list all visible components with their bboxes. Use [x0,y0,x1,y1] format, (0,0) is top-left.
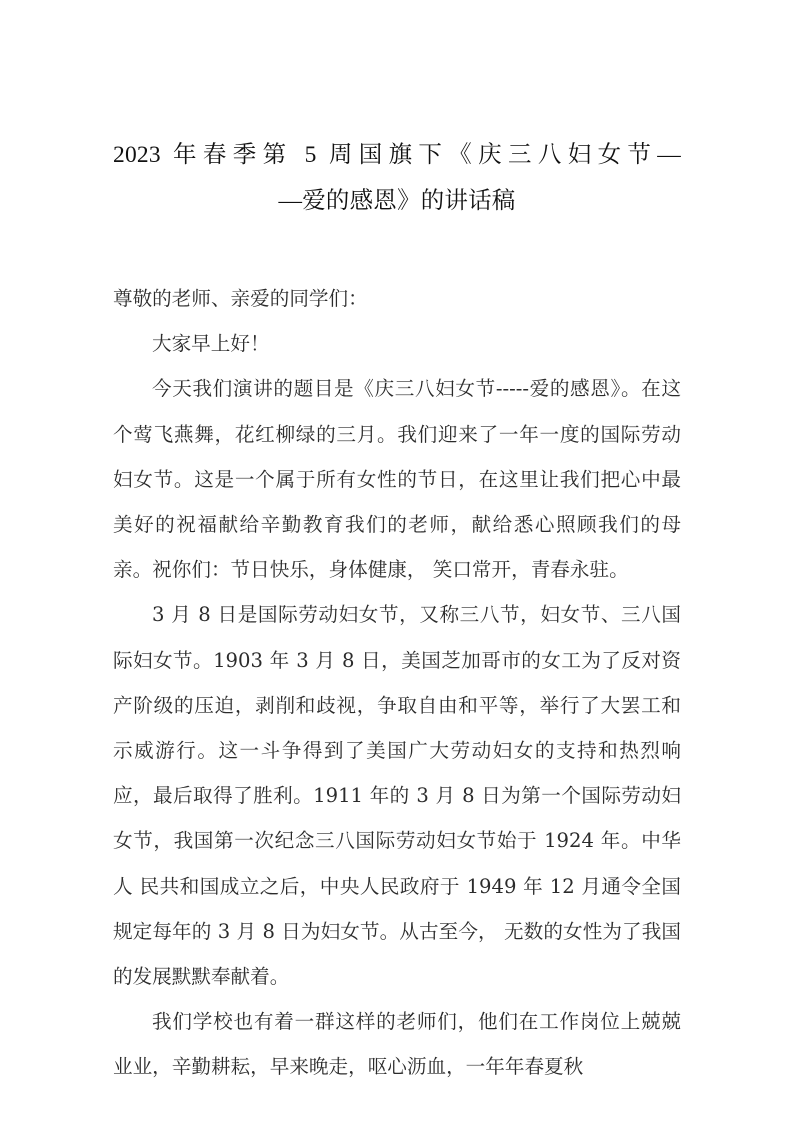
paragraph-intro: 今天我们演讲的题目是《庆三八妇女节-----爱的感恩》。在这个莺飞燕舞，花红柳绿的三月。我们迎来了一年一度的国际劳动妇女节。这是一个属于所有女性的节日，在这里让我们把心中最美好的祝福献给辛勤教育我们的老师，献给悉心照顾我们的母亲。祝你们：节日快乐，身体健康， 笑口常开，青春永驻。 [113,377,681,582]
paragraph-history: 3 月 8 日是国际劳动妇女节，又称三八节，妇女节、三八国际妇女节。1903 年 3 月 8 日，美国芝加哥市的女工为了反对资产阶级的压迫，剥削和歧视，争取自由和平等，举行了大罢工和示威游行。这一斗争得到了美国广大劳动妇女的支持和热烈响应，最后取得了胜利。1911 年的 3 月 8 日为第一个国际劳动妇女节，我国第一次纪念三八国际劳动妇女节始于 1924 年。中华人 民共和国成立之后，中央人民政府于 1949 年 12 月通令全国规定每年的 3 月 8 日为妇女节。从古至今， 无数的女性为了我国的发展默默奉献着。 [113,603,681,989]
document-title-line-1: 2023 年春季第 5 周国旗下《庆三八妇女节— [113,142,681,168]
document-title [113,132,681,224]
document-title-line-2: —爱的感恩》的讲话稿 [278,188,516,214]
paragraph-greeting: 大家早上好！ [152,332,270,356]
paragraph-salutation: 尊敬的老师、亲爱的同学们： [113,287,368,310]
paragraph-teachers: 我们学校也有着一群这样的老师们，他们在工作岗位上兢兢业业，辛勤耕耘，早来晚走，呕心沥血，一年年春夏秋 [113,1010,681,1079]
document-body [113,276,681,1090]
